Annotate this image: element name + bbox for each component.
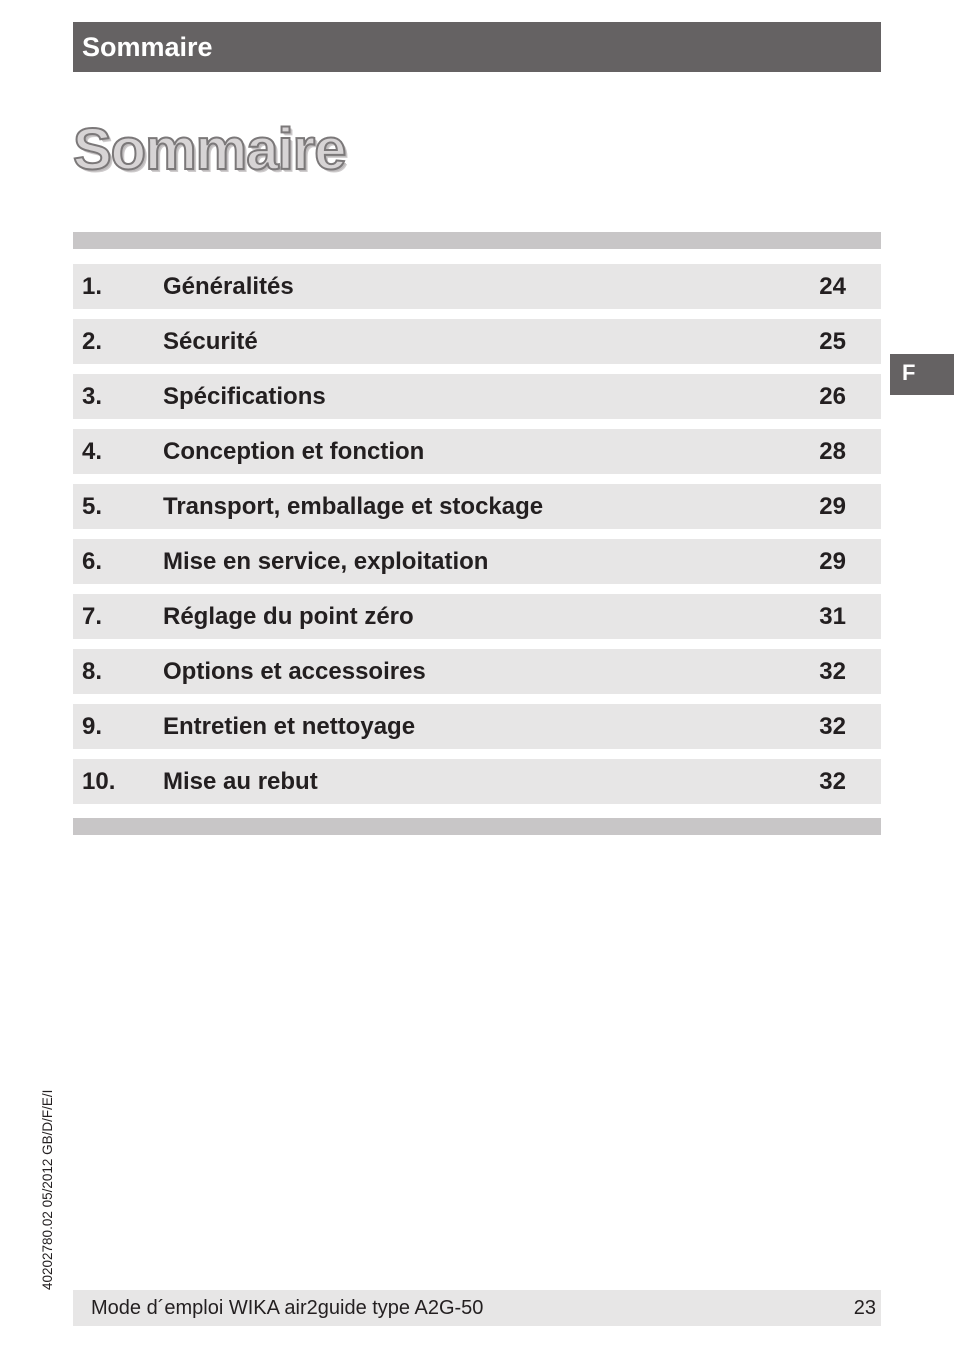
toc-entry-number: 1. [82, 273, 103, 300]
toc-entry-title: Sécurité [163, 328, 258, 355]
toc-entry-page: 31 [819, 603, 846, 630]
toc-entry[interactable] [73, 429, 881, 474]
toc-entry[interactable] [73, 484, 881, 529]
toc-entry-title: Entretien et nettoyage [163, 713, 416, 740]
toc-entry-title: Réglage du point zéro [163, 603, 414, 630]
toc-entry-title: Transport, emballage et stockage [163, 493, 544, 520]
header-title: Sommaire [82, 32, 213, 62]
toc-entry-number: 3. [82, 383, 103, 410]
toc-entry-number: 9. [82, 713, 103, 740]
toc-entry[interactable] [73, 759, 881, 804]
language-tab-label: F [902, 360, 916, 385]
toc-entry-number: 4. [82, 438, 103, 465]
toc-entry-page: 32 [819, 713, 846, 740]
toc-entry-title: Généralités [163, 273, 294, 300]
toc-entry[interactable] [73, 264, 881, 309]
toc-entry-title: Mise au rebut [163, 768, 318, 795]
toc-entry-page: 25 [819, 328, 846, 355]
toc-entry-number: 6. [82, 548, 103, 575]
toc-entry-title: Spécifications [163, 383, 326, 410]
toc-entry[interactable] [73, 704, 881, 749]
toc-entry-number: 2. [82, 328, 103, 355]
table-of-contents [73, 264, 881, 814]
toc-bottom-rule [73, 818, 881, 835]
toc-entry-number: 8. [82, 658, 103, 685]
toc-entry[interactable] [73, 374, 881, 419]
toc-entry-page: 29 [819, 493, 846, 520]
toc-entry-number: 5. [82, 493, 103, 520]
toc-entry[interactable] [73, 594, 881, 639]
language-tab [890, 354, 954, 395]
toc-entry-number: 10. [82, 768, 116, 795]
toc-entry-title: Options et accessoires [163, 658, 426, 685]
toc-entry[interactable] [73, 649, 881, 694]
toc-entry-page: 26 [819, 383, 846, 410]
toc-entry-page: 24 [819, 273, 846, 300]
toc-entry-page: 32 [819, 658, 846, 685]
toc-entry-number: 7. [82, 603, 103, 630]
footer-bar [73, 1290, 881, 1326]
document-reference: 40202780.02 05/2012 GB/D/F/E/I [40, 1089, 55, 1290]
toc-top-rule [73, 232, 881, 249]
toc-entry[interactable] [73, 539, 881, 584]
toc-entry[interactable] [73, 319, 881, 364]
toc-entry-page: 28 [819, 438, 846, 465]
toc-entry-title: Mise en service, exploitation [163, 548, 489, 575]
header-bar [73, 22, 881, 72]
page-title: Sommaire [73, 117, 346, 182]
toc-entry-page: 29 [819, 548, 846, 575]
toc-entry-title: Conception et fonction [163, 438, 425, 465]
toc-entry-page: 32 [819, 768, 846, 795]
footer-page-number: 23 [853, 1297, 876, 1319]
footer-text: Mode d´emploi WIKA air2guide type A2G-50 [91, 1297, 484, 1319]
